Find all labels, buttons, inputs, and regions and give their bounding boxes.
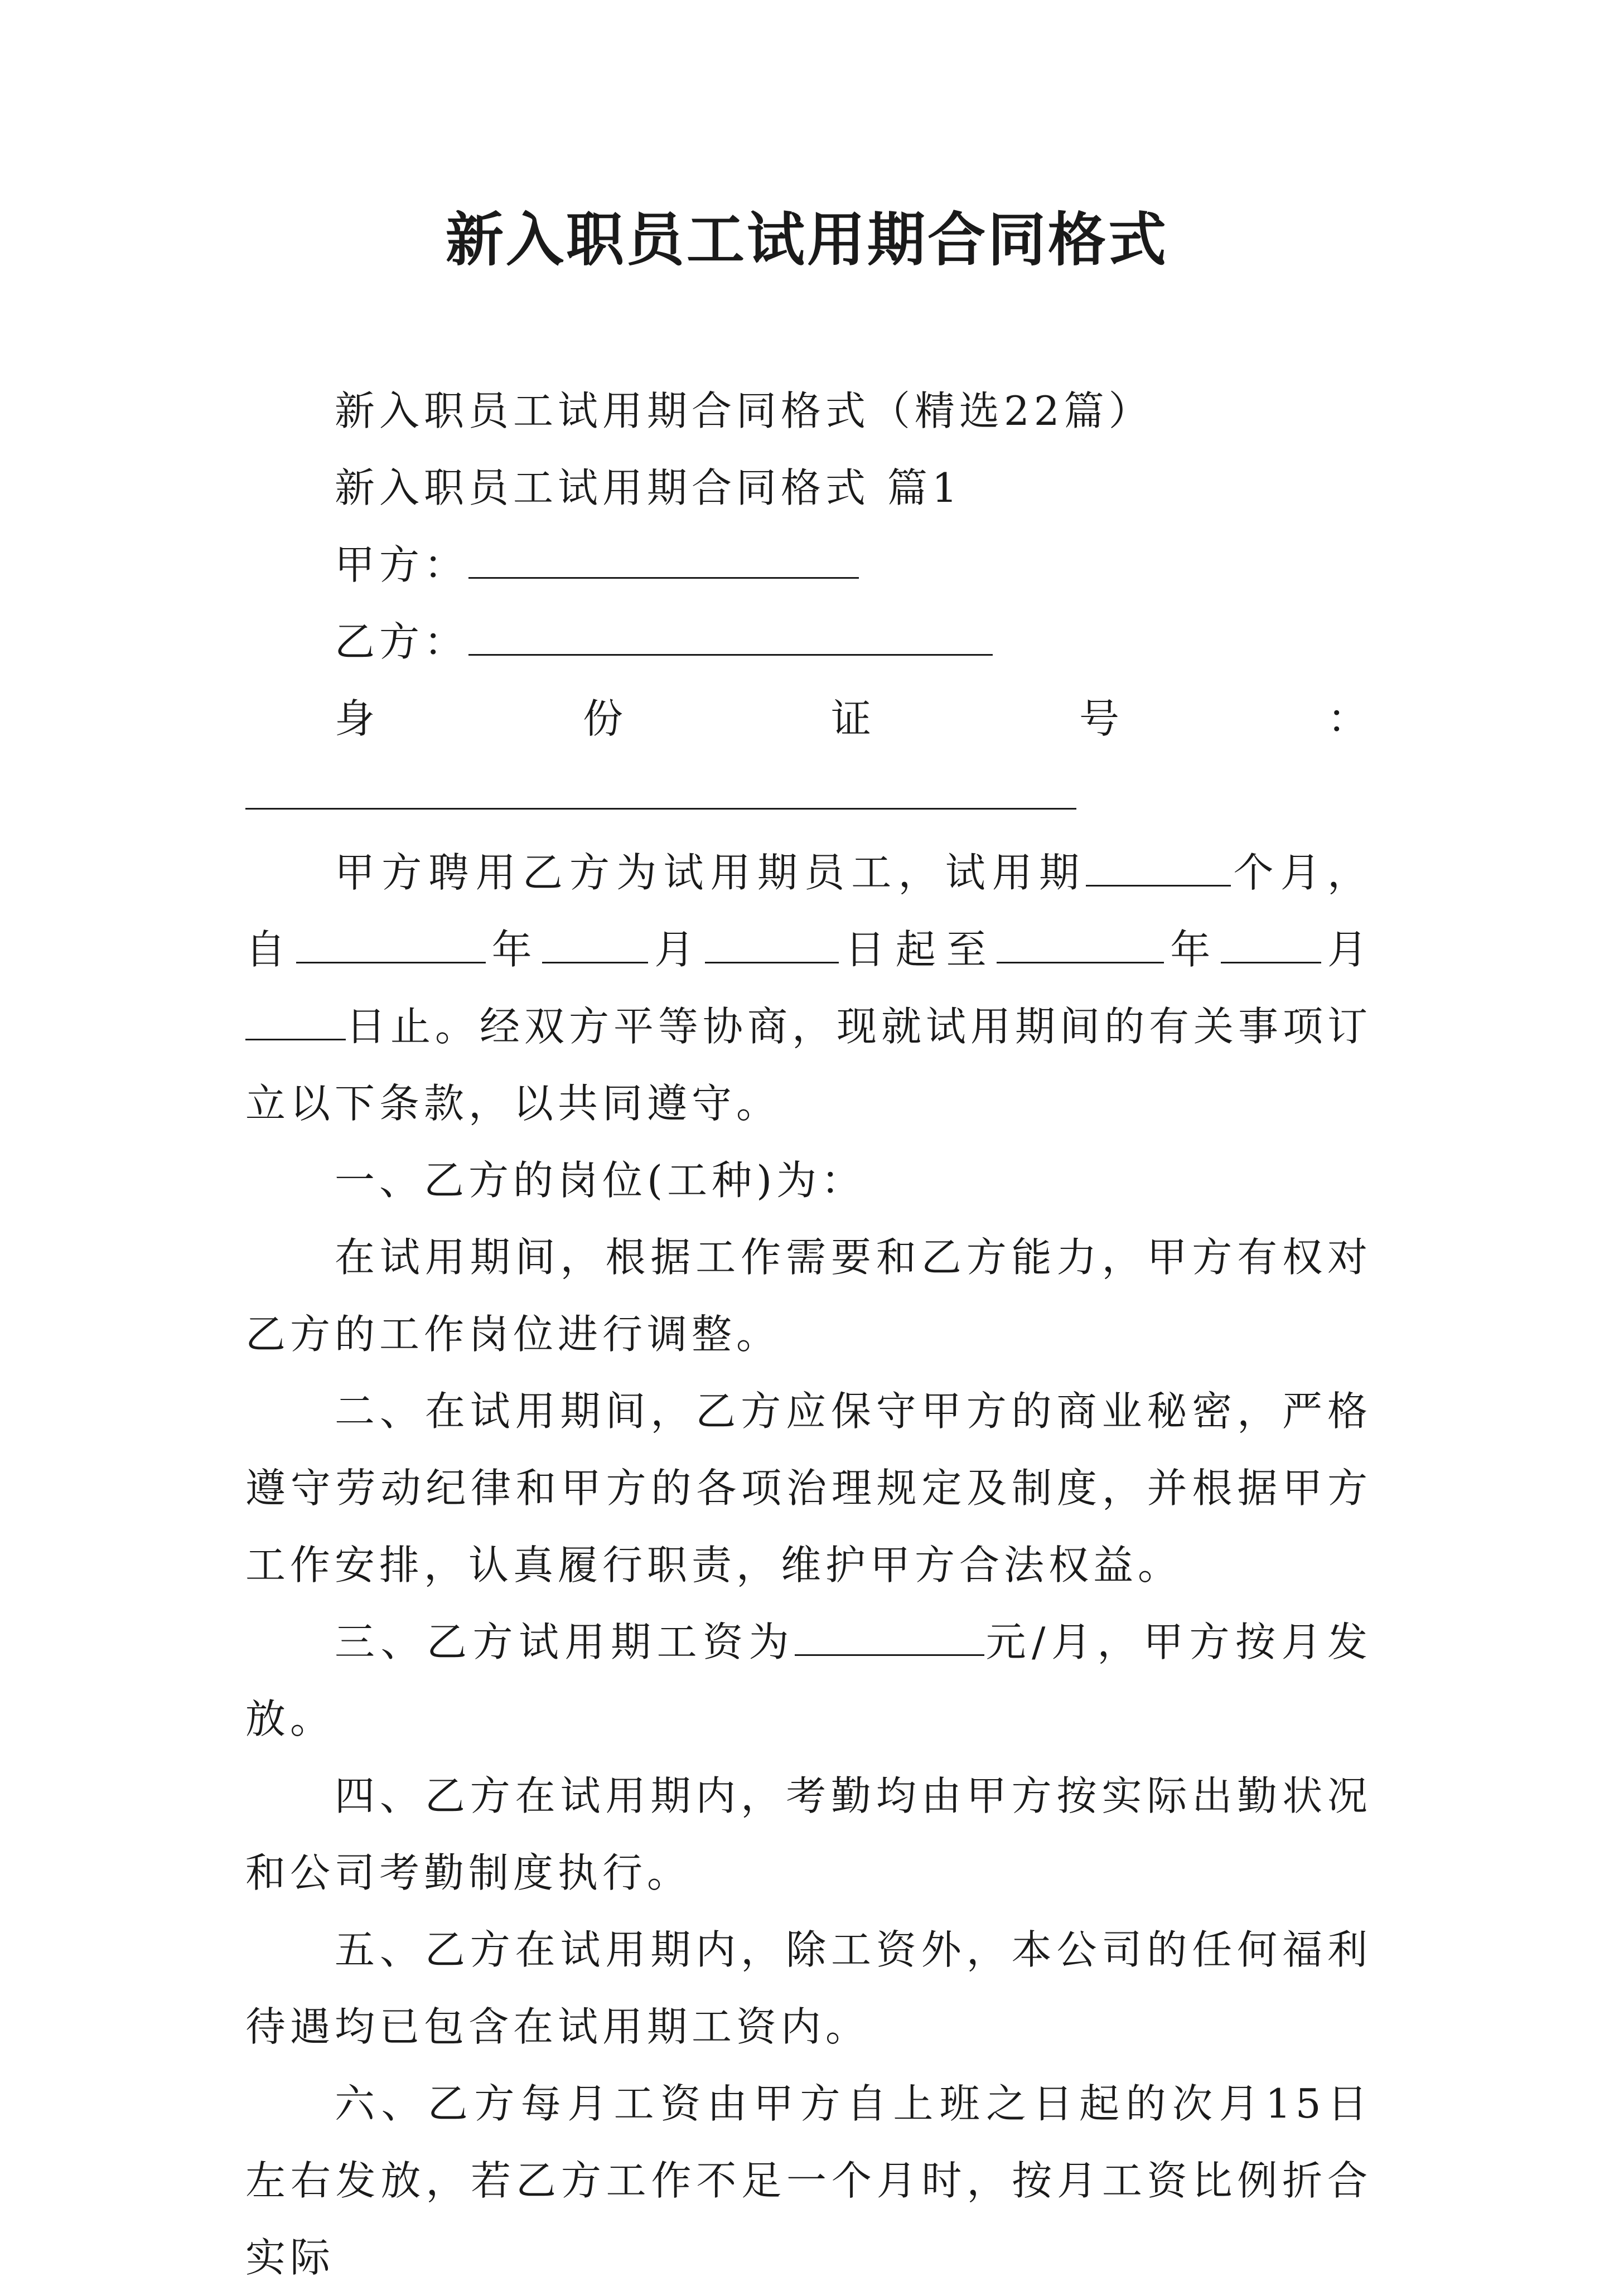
clause-3 (245, 1604, 1372, 1757)
probation-text-2: 个月，自 (245, 849, 1372, 973)
party-a-label: 甲方： (335, 541, 469, 588)
clause-4: 四、乙方在试用期内，考勤均由甲方按实际出勤状况和公司考勤制度执行。 (245, 1772, 1372, 1896)
clause-1-body: 在试用期间，根据工作需要和乙方能力，甲方有权对乙方的工作岗位进行调整。 (245, 1234, 1372, 1358)
clause-2: 二、在试用期间，乙方应保守甲方的商业秘密，严格遵守劳动纪律和甲方的各项治理规定及制度，并根据甲方工作安排，认真履行职责，维护甲方合法权益。 (245, 1388, 1372, 1588)
section-heading: 新入职员工试用期合同格式 篇1 (335, 464, 962, 511)
day-from-label: 日起至 (839, 926, 997, 973)
start-year-label: 年 (485, 926, 543, 973)
party-b-line (245, 603, 1372, 680)
probation-text-1: 甲方聘用乙方为试用期员工，试用期 (335, 849, 1086, 896)
document-title: 新入职员工试用期合同格式 (445, 205, 1168, 274)
probation-paragraph (245, 834, 1372, 1142)
party-a-line (245, 526, 1372, 603)
end-day-blank (245, 1005, 346, 1040)
clause-3-post: 元/月，甲方按月发放。 (245, 1619, 1372, 1742)
probation-text-3: 日止。经双方平等协商，现就试用期间的有关事项订立以下条款，以共同遵守。 (245, 1003, 1373, 1127)
start-year-blank (296, 928, 486, 963)
id-number-blank (245, 774, 1076, 810)
clause-6: 六、乙方每月工资由甲方自上班之日起的次月15日左右发放，若乙方工作不足一个月时，按月工资比例折合实际 (245, 2080, 1372, 2281)
clause-5: 五、乙方在试用期内，除工资外，本公司的任何福利待遇均已包含在试用期工资内。 (245, 1926, 1372, 2050)
probation-months-blank (1086, 851, 1231, 887)
clause-3-pre: 三、乙方试用期工资为 (335, 1619, 795, 1665)
id-number-label: 身份证号： (335, 695, 1372, 742)
id-number-line (245, 680, 1372, 834)
end-month-label: 月 (1321, 926, 1372, 973)
end-month-blank (1221, 928, 1321, 963)
wage-blank (795, 1621, 984, 1656)
start-month-label: 月 (648, 926, 705, 973)
start-day-blank (705, 928, 839, 963)
party-b-blank (468, 621, 993, 656)
start-month-blank (542, 928, 648, 963)
clause-1-heading: 一、乙方的岗位(工种)为： (335, 1157, 866, 1204)
party-b-label: 乙方： (335, 618, 469, 665)
end-year-label: 年 (1164, 926, 1221, 973)
party-a-blank (468, 544, 859, 579)
document-body (245, 372, 1372, 2296)
end-year-blank (997, 928, 1164, 963)
intro-line: 新入职员工试用期合同格式（精选22篇） (335, 387, 1153, 434)
